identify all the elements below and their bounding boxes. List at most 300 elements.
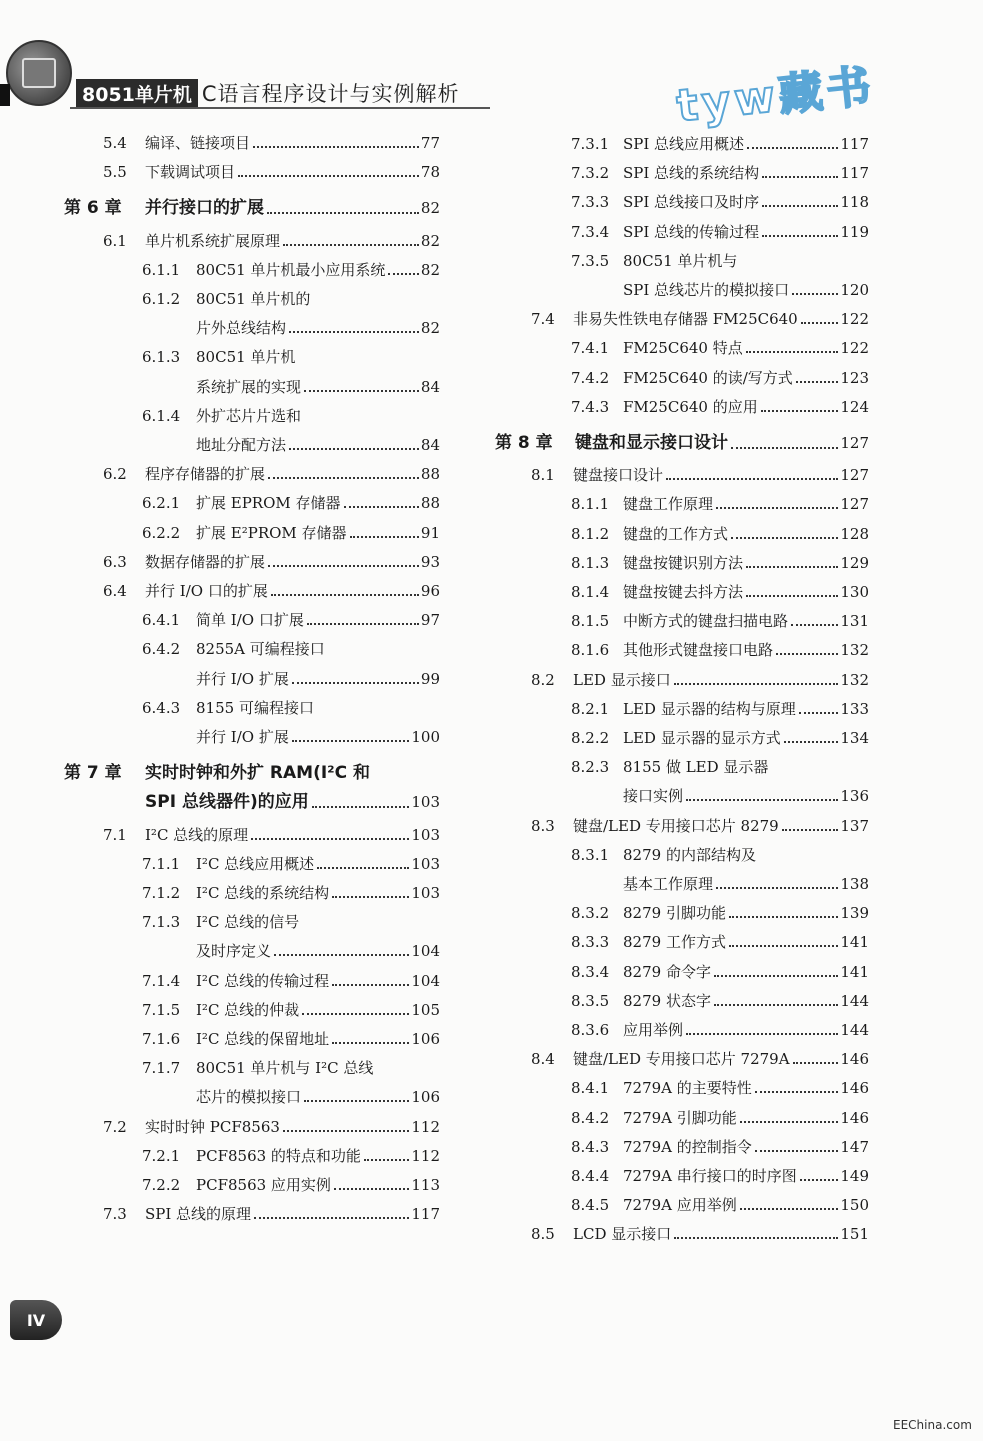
toc-subsection-entry[interactable] [493,754,869,780]
toc-entry-title: 键盘的工作方式 [623,524,729,543]
toc-subsection-entry[interactable] [60,1143,440,1169]
toc-subsection-entry[interactable] [493,871,869,897]
toc-entry-title: 简单 I/O 口扩展 [196,611,304,630]
toc-entry-title: LED 显示器的结构与原理 [623,699,796,718]
toc-entry-number: 7.3.2 [571,164,610,183]
toc-page-number: 149 [840,1167,869,1185]
toc-page-number: 133 [840,699,869,718]
toc-entry-title: PCF8563 应用实例 [196,1176,331,1194]
toc-subsection-entry[interactable] [493,131,869,157]
toc-subsection-entry[interactable] [60,286,440,312]
toc-subsection-entry[interactable] [493,1134,869,1160]
corner-decoration [0,84,10,106]
toc-subsection-entry[interactable] [493,988,869,1014]
toc-entry-title: 8279 的内部结构及 [623,845,756,864]
toc-page-number: 112 [411,1146,440,1165]
toc-page-number: 122 [840,339,869,358]
toc-subsection-entry[interactable] [493,637,869,663]
toc-entry-title: 并行 I/O 口的扩展 [145,582,268,600]
toc-subsection-entry[interactable] [60,666,440,692]
toc-section-entry[interactable] [60,461,440,487]
toc-section-entry[interactable] [493,1046,869,1072]
toc-entry-number: 7.1.7 [142,1059,181,1078]
toc-page-number: 134 [840,729,869,747]
toc-subsection-entry[interactable] [493,842,869,868]
toc-entry-title: 8279 引脚功能 [623,904,726,923]
toc-subsection-entry[interactable] [60,909,440,935]
toc-page-number: 103 [411,884,440,902]
toc-entry-title: 中断方式的键盘扫描电路 [623,612,789,631]
toc-page-number: 84 [420,377,440,396]
toc-dot-leader [317,851,409,869]
toc-dot-leader [332,880,409,898]
toc-page-number: 131 [840,612,869,631]
toc-page-number: 82 [420,319,440,338]
toc-entry-title: 7279A 引脚功能 [623,1108,737,1127]
toc-entry-number: 6.4 [103,582,127,600]
toc-dot-leader [746,550,838,568]
toc-page-number: 123 [840,368,869,387]
toc-subsection-entry[interactable] [60,724,440,750]
toc-entry-title: 程序存储器的扩展 [145,465,266,484]
toc-page-number: 127 [840,495,869,514]
toc-subsection-entry[interactable] [60,851,440,877]
toc-dot-leader [289,432,419,450]
toc-entry-title: I²C 总线的保留地址 [196,1030,330,1048]
toc-subsection-entry[interactable] [493,1075,869,1101]
toc-entry-number: 8.1.2 [571,524,610,543]
toc-subsection-entry[interactable] [60,968,440,994]
toc-page-number: 97 [420,611,440,630]
toc-entry-number: 8.4.1 [571,1079,610,1098]
toc-dot-leader [350,520,419,538]
toc-subsection-entry[interactable] [493,900,869,926]
toc-subsection-entry[interactable] [493,277,869,303]
toc-section-entry[interactable] [60,1114,440,1140]
toc-subsection-entry[interactable] [60,315,440,341]
site-watermark: EEChina.com [893,1418,972,1432]
toc-dot-leader [755,1075,839,1093]
toc-entry-number: 8.4.3 [571,1137,610,1156]
toc-entry-number: 8.3 [531,816,555,835]
toc-entry-title: 80C51 单片机与 [623,251,738,270]
toc-subsection-entry[interactable] [60,403,440,429]
toc-entry-number: 8.4.5 [571,1196,610,1215]
toc-entry-number: 7.2.1 [142,1146,181,1165]
toc-entry-title: 7279A 的控制指令 [623,1137,752,1156]
toc-subsection-entry[interactable] [493,1192,869,1218]
toc-dot-leader [791,608,838,626]
toc-dot-leader [332,1026,409,1044]
toc-page-number: 103 [411,854,440,873]
toc-entry-title: SPI 总线的原理 [145,1205,252,1224]
toc-dot-leader [302,997,409,1015]
toc-subsection-entry[interactable] [493,783,869,809]
toc-subsection-entry[interactable] [493,394,869,420]
toc-entry-number: 6.1.1 [142,260,181,279]
toc-page-number: 139 [840,904,869,923]
toc-subsection-entry[interactable] [493,521,869,547]
toc-dot-leader [755,1134,839,1152]
toc-dot-leader [731,521,838,539]
toc-page-number: 118 [840,193,869,212]
toc-entry-title: 8155 可编程接口 [196,698,314,717]
toc-entry-title: 片外总线结构 [196,319,287,338]
toc-entry-number: 8.4.2 [571,1108,610,1127]
toc-subsection-entry[interactable] [60,1055,440,1081]
toc-section-entry[interactable] [60,822,440,848]
toc-dot-leader [364,1143,409,1161]
toc-page-number: 88 [420,494,440,513]
toc-entry-number: 7.3.1 [571,135,610,153]
toc-entry-title: 扩展 EPROM 存储器 [196,494,341,513]
toc-page-number: 141 [840,962,869,981]
toc-section-entry[interactable] [493,462,869,488]
toc-entry-title: 单片机系统扩展原理 [145,231,281,250]
toc-entry-title: 基本工作原理 [623,875,714,893]
toc-entry-number: 7.4.3 [571,397,610,416]
toc-page-number: 130 [840,583,869,601]
toc-subsection-entry[interactable] [493,160,869,186]
toc-entry-title: 键盘接口设计 [573,466,664,485]
toc-section-entry[interactable] [60,578,440,604]
toc-entry-number: 6.2 [103,465,127,484]
toc-entry-title: LED 显示接口 [573,670,671,689]
toc-entry-title: FM25C640 的应用 [623,397,758,416]
toc-entry-number: 8.5 [531,1225,555,1244]
toc-dot-leader [801,306,839,324]
toc-section-entry[interactable] [493,667,869,693]
toc-entry-number: 8.1.3 [571,553,610,572]
toc-chapter-entry[interactable] [493,428,869,458]
toc-entry-title: 实时时钟和外扩 RAM(I²C 和 [145,763,371,784]
toc-dot-leader [283,228,419,246]
toc-page-number: 146 [840,1079,869,1098]
toc-entry-number: 8.3.4 [571,962,610,981]
toc-page-number: 120 [840,281,869,299]
toc-page-number: 78 [420,163,440,182]
toc-entry-title: 80C51 单片机的 [196,290,311,308]
toc-entry-number: 6.3 [103,552,127,571]
toc-page-number: 103 [411,793,440,812]
toc-section-entry[interactable] [60,228,440,254]
toc-entry-number: 7.4.2 [571,368,610,387]
toc-subsection-entry[interactable] [493,1163,869,1189]
toc-entry-number: 8.4.4 [571,1167,610,1185]
toc-subsection-entry[interactable] [60,880,440,906]
toc-section-entry[interactable] [60,130,440,156]
toc-entry-number: 7.1.5 [142,1000,181,1019]
toc-dot-leader [283,1114,409,1132]
toc-subsection-entry[interactable] [60,997,440,1023]
toc-dot-leader [716,491,838,509]
toc-page-number: 105 [411,1000,440,1019]
toc-entry-number: 7.1 [103,825,127,844]
toc-entry-title: 系统扩展的实现 [196,377,302,396]
toc-subsection-entry[interactable] [60,636,440,662]
toc-dot-leader [274,938,409,956]
toc-subsection-entry[interactable] [60,607,440,633]
toc-dot-leader [740,1105,839,1123]
toc-entry-number: 7.2.2 [142,1176,181,1194]
toc-entry-number: 6.4.3 [142,698,181,717]
toc-entry-number: 6.1.2 [142,290,181,308]
toc-entry-number: 5.5 [103,163,127,182]
toc-page-number: 84 [420,436,440,454]
toc-dot-leader [784,725,839,743]
toc-dot-leader [746,579,838,597]
toc-chapter-entry[interactable] [60,193,440,223]
toc-page-number: 151 [840,1225,869,1244]
toc-entry-title: SPI 总线芯片的模拟接口 [623,281,790,299]
toc-subsection-entry[interactable] [493,608,869,634]
toc-dot-leader [793,1046,839,1064]
toc-dot-leader [304,374,419,392]
toc-dot-leader [762,160,838,178]
toc-dot-leader [729,929,838,947]
toc-entry-title: 地址分配方法 [196,436,287,454]
toc-dot-leader [740,1192,839,1210]
toc-subsection-entry[interactable] [60,695,440,721]
toc-subsection-entry[interactable] [493,959,869,985]
toc-entry-number: 7.1.2 [142,884,181,902]
toc-entry-title: I²C 总线的系统结构 [196,884,330,902]
toc-section-entry[interactable] [493,306,869,332]
book-title-rest: C语言程序设计与实例解析 [201,82,460,106]
toc-entry-title: 7279A 串行接口的时序图 [623,1167,797,1185]
toc-subsection-entry[interactable] [493,696,869,722]
toc-entry-title: 并行接口的扩展 [145,198,264,219]
toc-page-number: 124 [840,397,869,416]
toc-page-number: 93 [420,552,440,571]
toc-dot-leader [267,193,419,214]
toc-dot-leader [686,1017,838,1035]
toc-entry-number: 5.4 [103,134,127,152]
toc-page-number: 137 [840,816,869,835]
toc-page-number: 117 [840,164,869,183]
toc-page-number: 141 [840,933,869,952]
toc-entry-number: 8.3.1 [571,845,610,864]
toc-subsection-entry[interactable] [60,938,440,964]
toc-subsection-entry[interactable] [60,1172,440,1198]
toc-section-entry[interactable] [493,1221,869,1247]
toc-entry-title: 8155 做 LED 显示器 [623,758,769,777]
toc-page-number: 82 [420,199,440,218]
toc-entry-number: 8.2 [531,670,555,689]
toc-entry-title: 8255A 可编程接口 [196,640,325,659]
toc-page-number: 112 [411,1117,440,1136]
toc-entry-title: 8279 工作方式 [623,933,726,952]
toc-subsection-entry[interactable] [493,365,869,391]
toc-entry-number: 7.4.1 [571,339,610,358]
toc-page-number: 122 [840,310,869,329]
toc-page-number: 91 [420,523,440,542]
toc-entry-title: 外扩芯片片选和 [196,406,302,425]
toc-entry-title: SPI 总线接口及时序 [623,193,760,212]
toc-section-entry[interactable] [60,549,440,575]
toc-dot-leader [782,813,839,831]
toc-entry-title: 及时序定义 [196,942,272,961]
toc-page-number: 106 [411,1030,440,1048]
toc-dot-leader [289,315,419,333]
toc-dot-leader [686,783,838,801]
toc-dot-leader [776,637,838,655]
toc-entry-title: 其他形式键盘接口电路 [623,641,774,660]
toc-dot-leader [666,462,838,480]
toc-subsection-entry[interactable] [493,550,869,576]
toc-subsection-entry[interactable] [493,189,869,215]
toc-dot-leader [388,257,418,275]
toc-dot-leader [792,277,838,295]
toc-entry-title: SPI 总线的传输过程 [623,222,760,241]
toc-page-number: 144 [840,1021,869,1039]
toc-page-number: 82 [420,260,440,279]
page-number-tab [10,1300,62,1340]
toc-entry-number: 8.2.2 [571,729,610,747]
toc-dot-leader [304,1084,409,1102]
toc-page-number: 129 [840,553,869,572]
toc-page-number: 103 [411,825,440,844]
toc-entry-number: 7.1.6 [142,1030,181,1048]
toc-page-number: 138 [840,875,869,893]
toc-entry-number: 8.1.5 [571,612,610,631]
book-title-strong: 8051单片机 [76,79,198,108]
toc-dot-leader [271,578,419,596]
toc-entry-number: 8.3.3 [571,933,610,952]
toc-entry-number: 6.1.4 [142,406,181,425]
toc-entry-number: 8.1.1 [571,495,610,514]
toc-entry-number: 7.2 [103,1117,127,1136]
toc-page-number: 104 [411,942,440,961]
book-title [70,80,466,106]
toc-entry-title: 数据存储器的扩展 [145,552,266,571]
toc-entry-title: 应用举例 [623,1021,684,1039]
toc-entry-number: 7.3.3 [571,193,610,212]
toc-section-entry[interactable] [493,813,869,839]
toc-subsection-entry[interactable] [493,1017,869,1043]
toc-page-number: 127 [840,466,869,485]
toc-dot-leader [746,335,839,353]
toc-page-number: 113 [411,1176,440,1194]
toc-dot-leader [253,130,419,148]
toc-section-entry[interactable] [60,159,440,185]
toc-subsection-entry[interactable] [493,929,869,955]
toc-subsection-entry[interactable] [493,579,869,605]
toc-dot-leader [268,461,419,479]
toc-entry-number: 7.3.4 [571,222,610,241]
toc-subsection-entry[interactable] [60,432,440,458]
toc-entry-title: 8279 状态字 [623,991,711,1010]
toc-entry-title: 8279 命令字 [623,962,711,981]
toc-subsection-entry[interactable] [493,248,869,274]
toc-entry-title: 并行 I/O 扩展 [196,728,289,746]
toc-entry-number: 第 6 章 [64,198,122,219]
toc-entry-number: 第 7 章 [64,763,122,784]
toc-entry-number: 8.4 [531,1050,555,1069]
toc-page-number: 82 [420,231,440,250]
toc-entry-title: 芯片的模拟接口 [196,1088,302,1107]
toc-subsection-entry[interactable] [60,787,440,817]
toc-entry-title: 7279A 的主要特性 [623,1079,752,1098]
toc-entry-title: I²C 总线的原理 [145,825,249,844]
toc-page-number: 106 [411,1088,440,1107]
page-number: IV [26,1310,46,1330]
toc-entry-title: 接口实例 [623,787,684,806]
toc-entry-title: 键盘按键识别方法 [623,553,744,572]
toc-subsection-entry[interactable] [60,344,440,370]
toc-page-number: 150 [840,1196,869,1215]
toc-dot-leader [292,666,419,684]
toc-dot-leader [800,1163,839,1181]
toc-dot-leader [747,131,838,149]
toc-page-number: 117 [411,1205,440,1224]
toc-entry-title: 键盘工作原理 [623,495,714,514]
toc-entry-title: 键盘按键去抖方法 [623,583,744,601]
toc-dot-leader [674,667,839,685]
toc-subsection-entry[interactable] [60,257,440,283]
toc-entry-number: 6.2.2 [142,523,181,542]
toc-entry-title: I²C 总线应用概述 [196,854,315,873]
toc-subsection-entry[interactable] [60,1084,440,1110]
toc-dot-leader [674,1221,838,1239]
toc-subsection-entry[interactable] [493,335,869,361]
toc-subsection-entry[interactable] [60,490,440,516]
toc-chapter-entry[interactable] [60,758,440,788]
toc-page-number: 77 [420,134,440,152]
toc-page-number: 128 [840,524,869,543]
toc-subsection-entry[interactable] [60,1026,440,1052]
toc-entry-title: I²C 总线的仲裁 [196,1000,300,1019]
toc-dot-leader [716,871,838,889]
toc-entry-title: LCD 显示接口 [573,1225,672,1244]
toc-subsection-entry[interactable] [493,1105,869,1131]
toc-entry-number: 8.3.2 [571,904,610,923]
toc-entry-number: 第 8 章 [495,433,553,453]
toc-subsection-entry[interactable] [493,491,869,517]
toc-dot-leader [796,365,839,383]
toc-dot-leader [761,394,839,412]
toc-dot-leader [714,959,838,977]
toc-entry-number: 8.2.3 [571,758,610,777]
toc-entry-title: SPI 总线器件)的应用 [145,792,309,813]
toc-page-number: 96 [420,582,440,600]
toc-entry-number: 8.2.1 [571,699,610,718]
toc-entry-number: 6.1 [103,231,127,250]
toc-dot-leader [799,696,839,714]
toc-entry-title: 实时时钟 PCF8563 [145,1117,280,1136]
toc-entry-number: 7.3.5 [571,251,610,270]
toc-entry-title: SPI 总线应用概述 [623,135,745,153]
toc-subsection-entry[interactable] [493,725,869,751]
toc-dot-leader [238,159,419,177]
toc-entry-number: 8.1.4 [571,583,610,601]
toc-subsection-entry[interactable] [60,520,440,546]
toc-entry-number: 8.1 [531,466,555,485]
toc-section-entry[interactable] [60,1201,440,1227]
header-rule [70,107,490,109]
toc-dot-leader [731,428,838,449]
toc-subsection-entry[interactable] [493,219,869,245]
toc-entry-title: 7279A 应用举例 [623,1196,737,1215]
toc-entry-number: 7.4 [531,310,555,329]
toc-page-number: 100 [411,728,440,746]
toc-dot-leader [332,968,409,986]
toc-entry-number: 7.3 [103,1205,127,1224]
toc-page-number: 136 [840,787,869,806]
toc-subsection-entry[interactable] [60,374,440,400]
watermark-stamp: tyw藏书 [674,60,877,133]
toc-entry-title: I²C 总线的传输过程 [196,971,330,990]
